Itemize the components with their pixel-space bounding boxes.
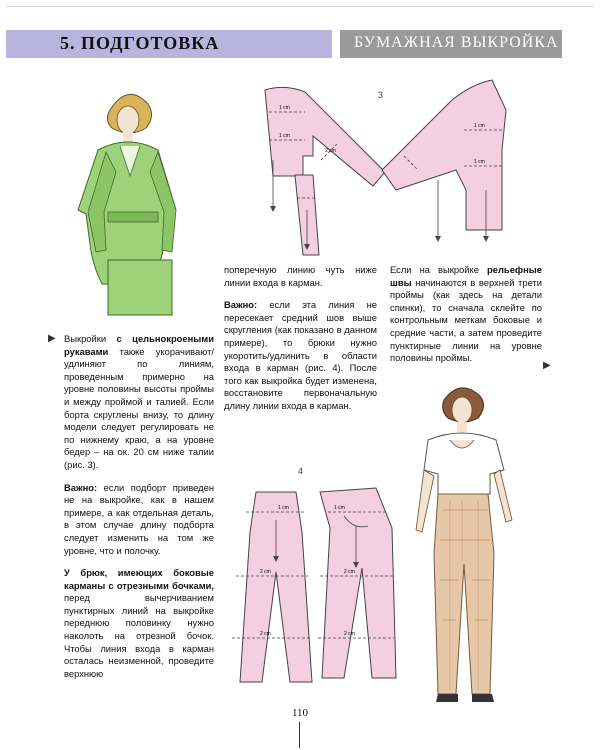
top-border xyxy=(6,6,594,7)
section-title: БУМАЖНАЯ ВЫКРОЙКА xyxy=(354,34,559,51)
trousers-figure-illustration xyxy=(410,380,530,710)
left-column-text xyxy=(64,333,214,680)
paragraph-important-seam: Важно: если эта линия не пересекает средний шов выше скругления (как показано в данном примере), то брюки нужно укоротить/удлинить в области входа в карман (рис. 4). После того как выкройка будет изменена, восстановите первоначальную длину линии входа в карман. xyxy=(224,299,377,411)
label-2cm: 2 cm xyxy=(260,569,271,575)
label-1cm: 1 cm xyxy=(474,159,485,165)
paragraph-marker-arrow: ▶ xyxy=(48,333,56,344)
paragraph-important-facing: Важно: если подборт приведен не на выкройке, как в нашем примере, а как отдельная деталь, в этом случае длину подборта следует изменить на том же уровне, что и полочку. xyxy=(64,481,214,556)
label-1cm: 1 cm xyxy=(279,133,290,139)
right-column-text xyxy=(390,264,542,365)
figure-3-number: 3 xyxy=(378,90,384,100)
figure-3-back-pattern xyxy=(382,70,522,260)
jacket-figure-illustration xyxy=(50,80,200,320)
label-1cm: 1 cm xyxy=(278,505,289,511)
label-2cm: 2 cm xyxy=(344,569,355,575)
paragraph-trouser-pockets: У брюк, имеющих боковые карманы с отрезными бочками, перед вычерчиванием пунктирных линий на выкройке переднюю половинку нужно наколоть на отрезной бочок. Чтобы линия входа в карман осталась неизменной, проведите верхнюю xyxy=(64,567,214,679)
paragraph-pocket-line: поперечную линию чуть ниже линии входа в карман. xyxy=(224,264,377,288)
paragraph-princess-seams: Если на выкройке рельефные швы начинаются в верхней трети проймы (как здесь на детали спинки), то сначала склейте по контрольным меткам боковые и средние части, а затем проведите пунктирные линии на уровне половины проймы. xyxy=(390,264,542,364)
figure-3-front-pattern xyxy=(255,80,395,270)
section-header xyxy=(340,30,562,58)
page-number: 110 xyxy=(291,707,309,719)
middle-column-text xyxy=(224,264,377,413)
figure-4-number: 4 xyxy=(298,466,304,476)
label-2cm: 2 cm xyxy=(260,631,271,637)
continue-arrow: ▶ xyxy=(543,360,551,371)
page-number-line xyxy=(299,722,300,748)
label-2cm: 2 cm xyxy=(325,148,336,154)
label-1cm: 1 cm xyxy=(279,105,290,111)
label-1cm: 1 cm xyxy=(334,505,345,511)
chapter-title: 5. ПОДГОТОВКА xyxy=(60,33,220,53)
figure-4-trouser-back-pattern xyxy=(314,486,404,676)
figure-4-trouser-front-pattern xyxy=(226,490,316,680)
chapter-header xyxy=(6,30,332,58)
label-2cm: 2 cm xyxy=(344,631,355,637)
paragraph-raglan-sleeves: Выкройки с цельнокроеными рукавами также укорачивают/удлиняют по линиям, проведенным примерно на уровне половины высоты проймы и между проймой и талией. Если борта скруглены внизу, то длину модели следует регулировать не по нижнему краю, а на уровне бедер – на ок. 20 см ниже талии (рис. 3). xyxy=(64,333,214,470)
label-1cm: 1 cm xyxy=(474,123,485,129)
